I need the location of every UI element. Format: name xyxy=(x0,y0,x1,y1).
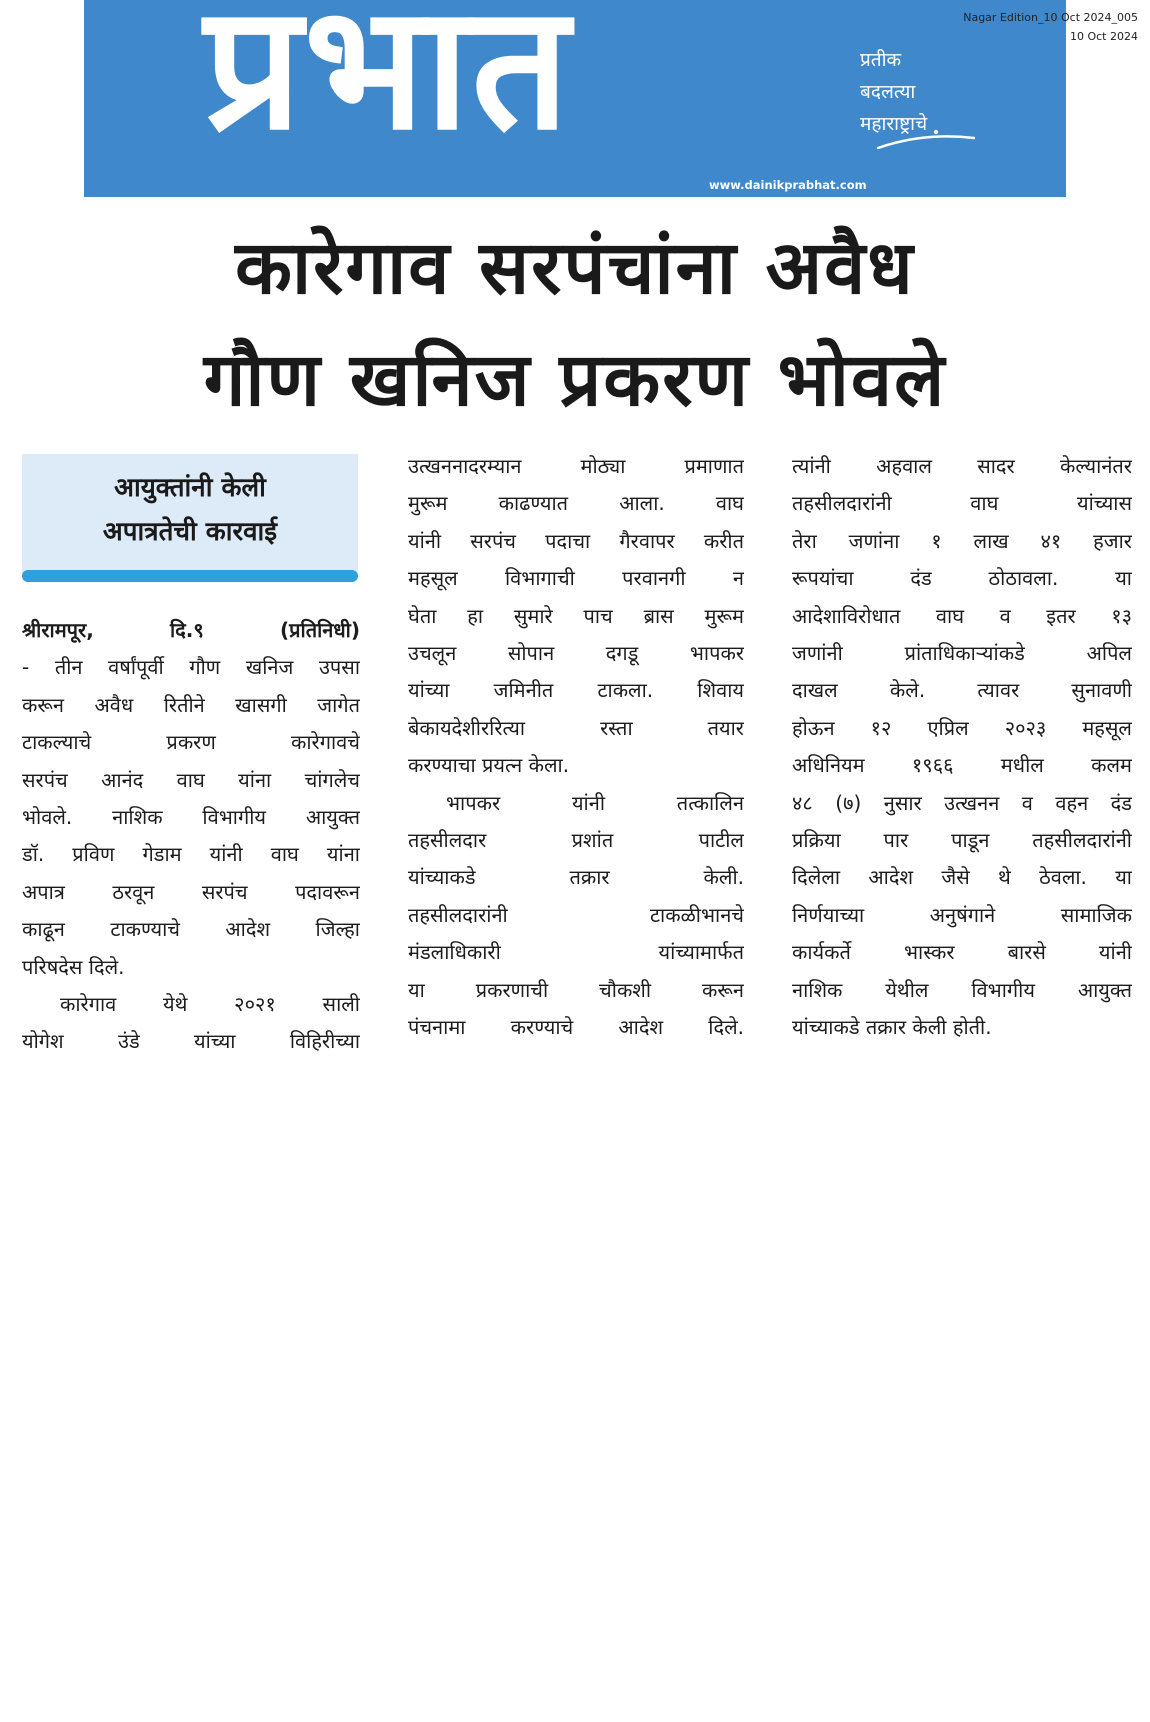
edition-date: 10 Oct 2024 xyxy=(1069,30,1138,43)
body-line: दाखल केले. त्यावर सुनावणी xyxy=(792,678,1132,703)
body-line: नाशिक येथील विभागीय आयुक्त xyxy=(792,977,1132,1002)
body-line: यांनी सरपंच पदाचा गैरवापर करीत xyxy=(408,528,744,553)
body-line: अधिनियम १९६६ मधील कलम xyxy=(792,753,1132,778)
article-column-1 xyxy=(22,612,360,1722)
body-line: पंचनामा करण्याचे आदेश दिले. xyxy=(408,1015,744,1040)
body-line: आदेशाविरोधात वाघ व इतर १३ xyxy=(792,603,1132,628)
body-line: करून अवैध रितीने खासगी जागेत xyxy=(22,692,360,717)
body-line: भापकर यांनी तत्कालिन xyxy=(446,790,744,815)
headline-line: कारेगाव सरपंचांना अवैध xyxy=(235,225,915,311)
subheadline-box xyxy=(22,454,358,574)
body-line: यांच्याकडे तक्रार केली होती. xyxy=(792,1015,992,1040)
body-line: टाकल्याचे प्रकरण कारेगावचे xyxy=(22,730,360,755)
body-line: ४८ (७) नुसार उत्खनन व वहन दंड xyxy=(792,790,1132,815)
body-line: काढून टाकण्याचे आदेश जिल्हा xyxy=(22,917,360,942)
article-headline xyxy=(0,212,1150,436)
tagline-line: महाराष्ट्राचे xyxy=(860,113,928,135)
subheadline-underline xyxy=(22,570,358,582)
body-line: तहसीलदारांनी वाघ यांच्यास xyxy=(792,491,1132,516)
body-line: करण्याचा प्रयत्न केला. xyxy=(408,753,570,778)
edition-info xyxy=(963,8,1138,46)
swoosh-icon xyxy=(874,128,979,152)
body-line: या प्रकरणाची चौकशी करून xyxy=(408,977,744,1002)
edition-label: Nagar Edition_10 Oct 2024_005 xyxy=(963,11,1138,24)
article-column-3 xyxy=(792,448,1132,1558)
body-line: दिलेला आदेश जैसे थे ठेवला. या xyxy=(792,865,1132,890)
body-line: - तीन वर्षांपूर्वी गौण खनिज उपसा xyxy=(22,655,360,680)
dateline: श्रीरामपूर, दि.९ (प्रतिनिधी) xyxy=(22,618,360,642)
body-line: मंडलाधिकारी यांच्यामार्फत xyxy=(408,940,744,965)
subheadline-line: आयुक्तांनी केली xyxy=(114,473,266,503)
body-line: सरपंच आनंद वाघ यांना चांगलेच xyxy=(22,767,360,792)
body-line: होऊन १२ एप्रिल २०२३ महसूल xyxy=(792,715,1132,740)
tagline-line: प्रतीक xyxy=(860,49,902,71)
body-line: अपात्र ठरवून सरपंच पदावरून xyxy=(22,879,360,904)
body-line: जणांनी प्रांताधिकाऱ्यांकडे अपिल xyxy=(792,641,1132,666)
body-line: यांच्या जमिनीत टाकला. शिवाय xyxy=(408,678,744,703)
body-line: बेकायदेशीररित्या रस्ता तयार xyxy=(408,715,744,740)
body-line: योगेश उंडे यांच्या विहिरीच्या xyxy=(22,1029,360,1054)
article-column-2 xyxy=(408,448,744,1558)
body-line: तहसीलदारांनी टाकळीभानचे xyxy=(408,902,744,927)
body-line: उचलून सोपान दगडू भापकर xyxy=(408,641,744,666)
masthead xyxy=(84,0,1066,197)
subheadline xyxy=(22,466,358,554)
body-line: तहसीलदार प्रशांत पाटील xyxy=(408,828,744,853)
subheadline-line: अपात्रतेची कारवाई xyxy=(102,517,278,547)
body-line: मुरूम काढण्यात आला. वाघ xyxy=(408,491,744,516)
body-line: त्यांनी अहवाल सादर केल्यानंतर xyxy=(792,454,1132,478)
body-line: उत्खननादरम्यान मोठ्या प्रमाणात xyxy=(408,454,744,478)
website-url: www.dainikprabhat.com xyxy=(709,178,867,192)
body-line: भोवले. नाशिक विभागीय आयुक्त xyxy=(22,805,360,830)
body-line: प्रक्रिया पार पाडून तहसीलदारांनी xyxy=(792,828,1132,853)
body-line: घेता हा सुमारे पाच ब्रास मुरूम xyxy=(408,603,744,628)
masthead-tagline xyxy=(860,44,1040,140)
body-line: महसूल विभागाची परवानगी न xyxy=(408,566,744,591)
headline-line: गौण खनिज प्रकरण भोवले xyxy=(203,337,947,423)
body-line: निर्णयाच्या अनुषंगाने सामाजिक xyxy=(792,902,1132,927)
body-line: कार्यकर्ते भास्कर बारसे यांनी xyxy=(792,940,1132,965)
body-line: रूपयांचा दंड ठोठावला. या xyxy=(792,566,1132,591)
body-line: परिषदेस दिले. xyxy=(22,954,125,979)
body-line: कारेगाव येथे २०२१ साली xyxy=(60,992,360,1017)
body-line: तेरा जणांना १ लाख ४१ हजार xyxy=(792,528,1132,553)
body-line: यांच्याकडे तक्रार केली. xyxy=(408,865,744,890)
newspaper-logo: प्रभात xyxy=(204,0,572,168)
tagline-line: बदलत्या xyxy=(860,81,916,103)
body-line: डॉ. प्रविण गेडाम यांनी वाघ यांना xyxy=(22,842,360,867)
